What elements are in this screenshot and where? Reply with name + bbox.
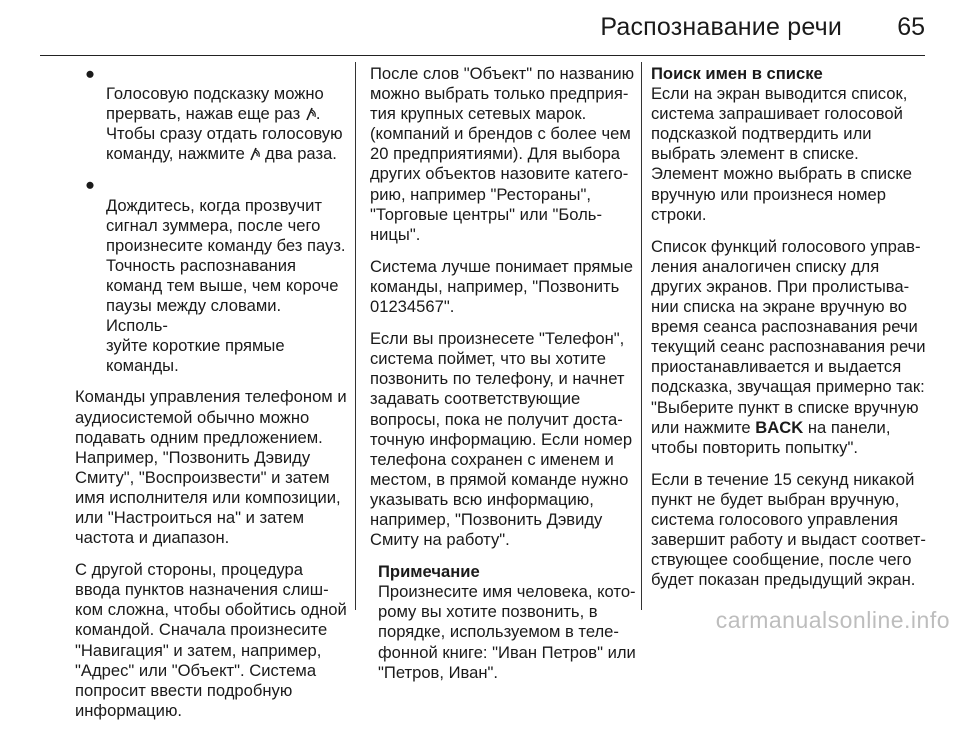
watermark: carmanualsonline.info bbox=[715, 607, 950, 633]
page-number: 65 bbox=[897, 13, 925, 41]
column-divider-1 bbox=[355, 62, 356, 610]
bullet-text-2: Дождитесь, когда прозвучит сигнал зуммера, после чего произнесите команду без пауз. Точность распознавания команд тем выше, чем короче паузы между словами. Исполь- зуйте короткие прямые команды. bbox=[106, 195, 346, 376]
voice-command-icon bbox=[249, 146, 260, 161]
column-left bbox=[75, 64, 347, 733]
paragraph-list-functions-part1: Список функций голосового управ- ления аналогичен списку для других экранов. При пролистыва- нии списка на экране вручную во время сеанса распознавания речи текущий сеанс распознавания речи приостанавливается и выдается подсказка, звучащая примерно так: "Выберите пункт в списке вручную или нажмите bbox=[651, 236, 926, 437]
bullet-dot: ● bbox=[85, 64, 96, 83]
bullet-text-1b: . Чтобы сразу отдать голосовую команду, нажмите bbox=[106, 104, 343, 164]
column-divider-2 bbox=[641, 62, 642, 610]
bullet-item-interrupt bbox=[75, 64, 347, 164]
paragraph-timeout: Если в течение 15 секунд никакой пункт не будет выбран вручную, система голосового управления завершит работу и выдаст соответ- ствующее сообщение, после чего будет показан предыдущий экран. bbox=[651, 469, 926, 590]
back-button-label: BACK bbox=[755, 417, 804, 437]
paragraph-phone-dialog: Если вы произнесете "Телефон", система поймет, что вы хотите позвонить по телефону, и начнет задавать соответствующие вопросы, пока не получит доста- точную информацию. Если номер телефона сохранен с именем и местом, в прямой команде нужно указывать всю информацию, например, "Позвонить Дэвиду Смиту на работу". bbox=[370, 329, 633, 550]
bullet-dot: ● bbox=[85, 175, 96, 195]
section-title-list-search: Поиск имен в списке bbox=[651, 64, 823, 83]
bullet-item-wait bbox=[75, 175, 347, 376]
column-middle bbox=[370, 64, 638, 695]
bullet-text-1a: Голосовую подсказку можно прервать, нажав еще раз bbox=[106, 84, 324, 124]
paragraph-phone-commands: Команды управления телефоном и аудиосистемой обычно можно подавать одним предложением. Например, "Позвонить Дэвиду Смиту", "Воспроизвести" и затем имя исполнителя или композиции, или "Настроиться на" и затем частота и диапазон. bbox=[75, 387, 347, 548]
page-header bbox=[0, 0, 960, 52]
paragraph-navigation-commands: С другой стороны, процедура ввода пунктов назначения слиш- ком сложна, чтобы обойтись одной командой. Сначала произнесите "Навигация" и затем, например, "Адрес" или "Объект". Система попросит ввести подробную информацию. bbox=[75, 560, 347, 720]
paragraph-object-names: После слов "Объект" по названию можно выбрать только предприя- тия крупных сетевых марок. (компаний и брендов с более чем 20 предприятиями). Для выбора других объектов назовите катего- рию, например "Рестораны", "Торговые центры" или "Боль- ницы". bbox=[370, 64, 635, 244]
note-block bbox=[378, 562, 638, 683]
page-title: Распознавание речи bbox=[600, 13, 842, 41]
note-title: Примечание bbox=[378, 562, 480, 582]
paragraph-list-functions-part2: на панели, чтобы повторить попытку". bbox=[651, 417, 891, 457]
paragraph-list-functions bbox=[651, 237, 931, 458]
column-right bbox=[651, 64, 931, 602]
voice-command-icon bbox=[305, 106, 316, 121]
header-divider bbox=[40, 55, 925, 56]
paragraph-direct-commands: Система лучше понимает прямые команды, например, "Позвонить 01234567". bbox=[370, 256, 633, 317]
paragraph-list-output: Если на экран выводится список, система запрашивает голосовой подсказкой подтвердить или выбрать элемент в списке. Элемент можно выбрать в списке вручную или произнеся номер строки. bbox=[651, 84, 912, 224]
bullet-text-1c: два раза. bbox=[260, 144, 337, 164]
note-text: Произнесите имя человека, кото- рому вы хотите позвонить, в порядке, используемом в теле- фонной книге: "Иван Петров" или "Петров, Иван". bbox=[378, 582, 636, 682]
